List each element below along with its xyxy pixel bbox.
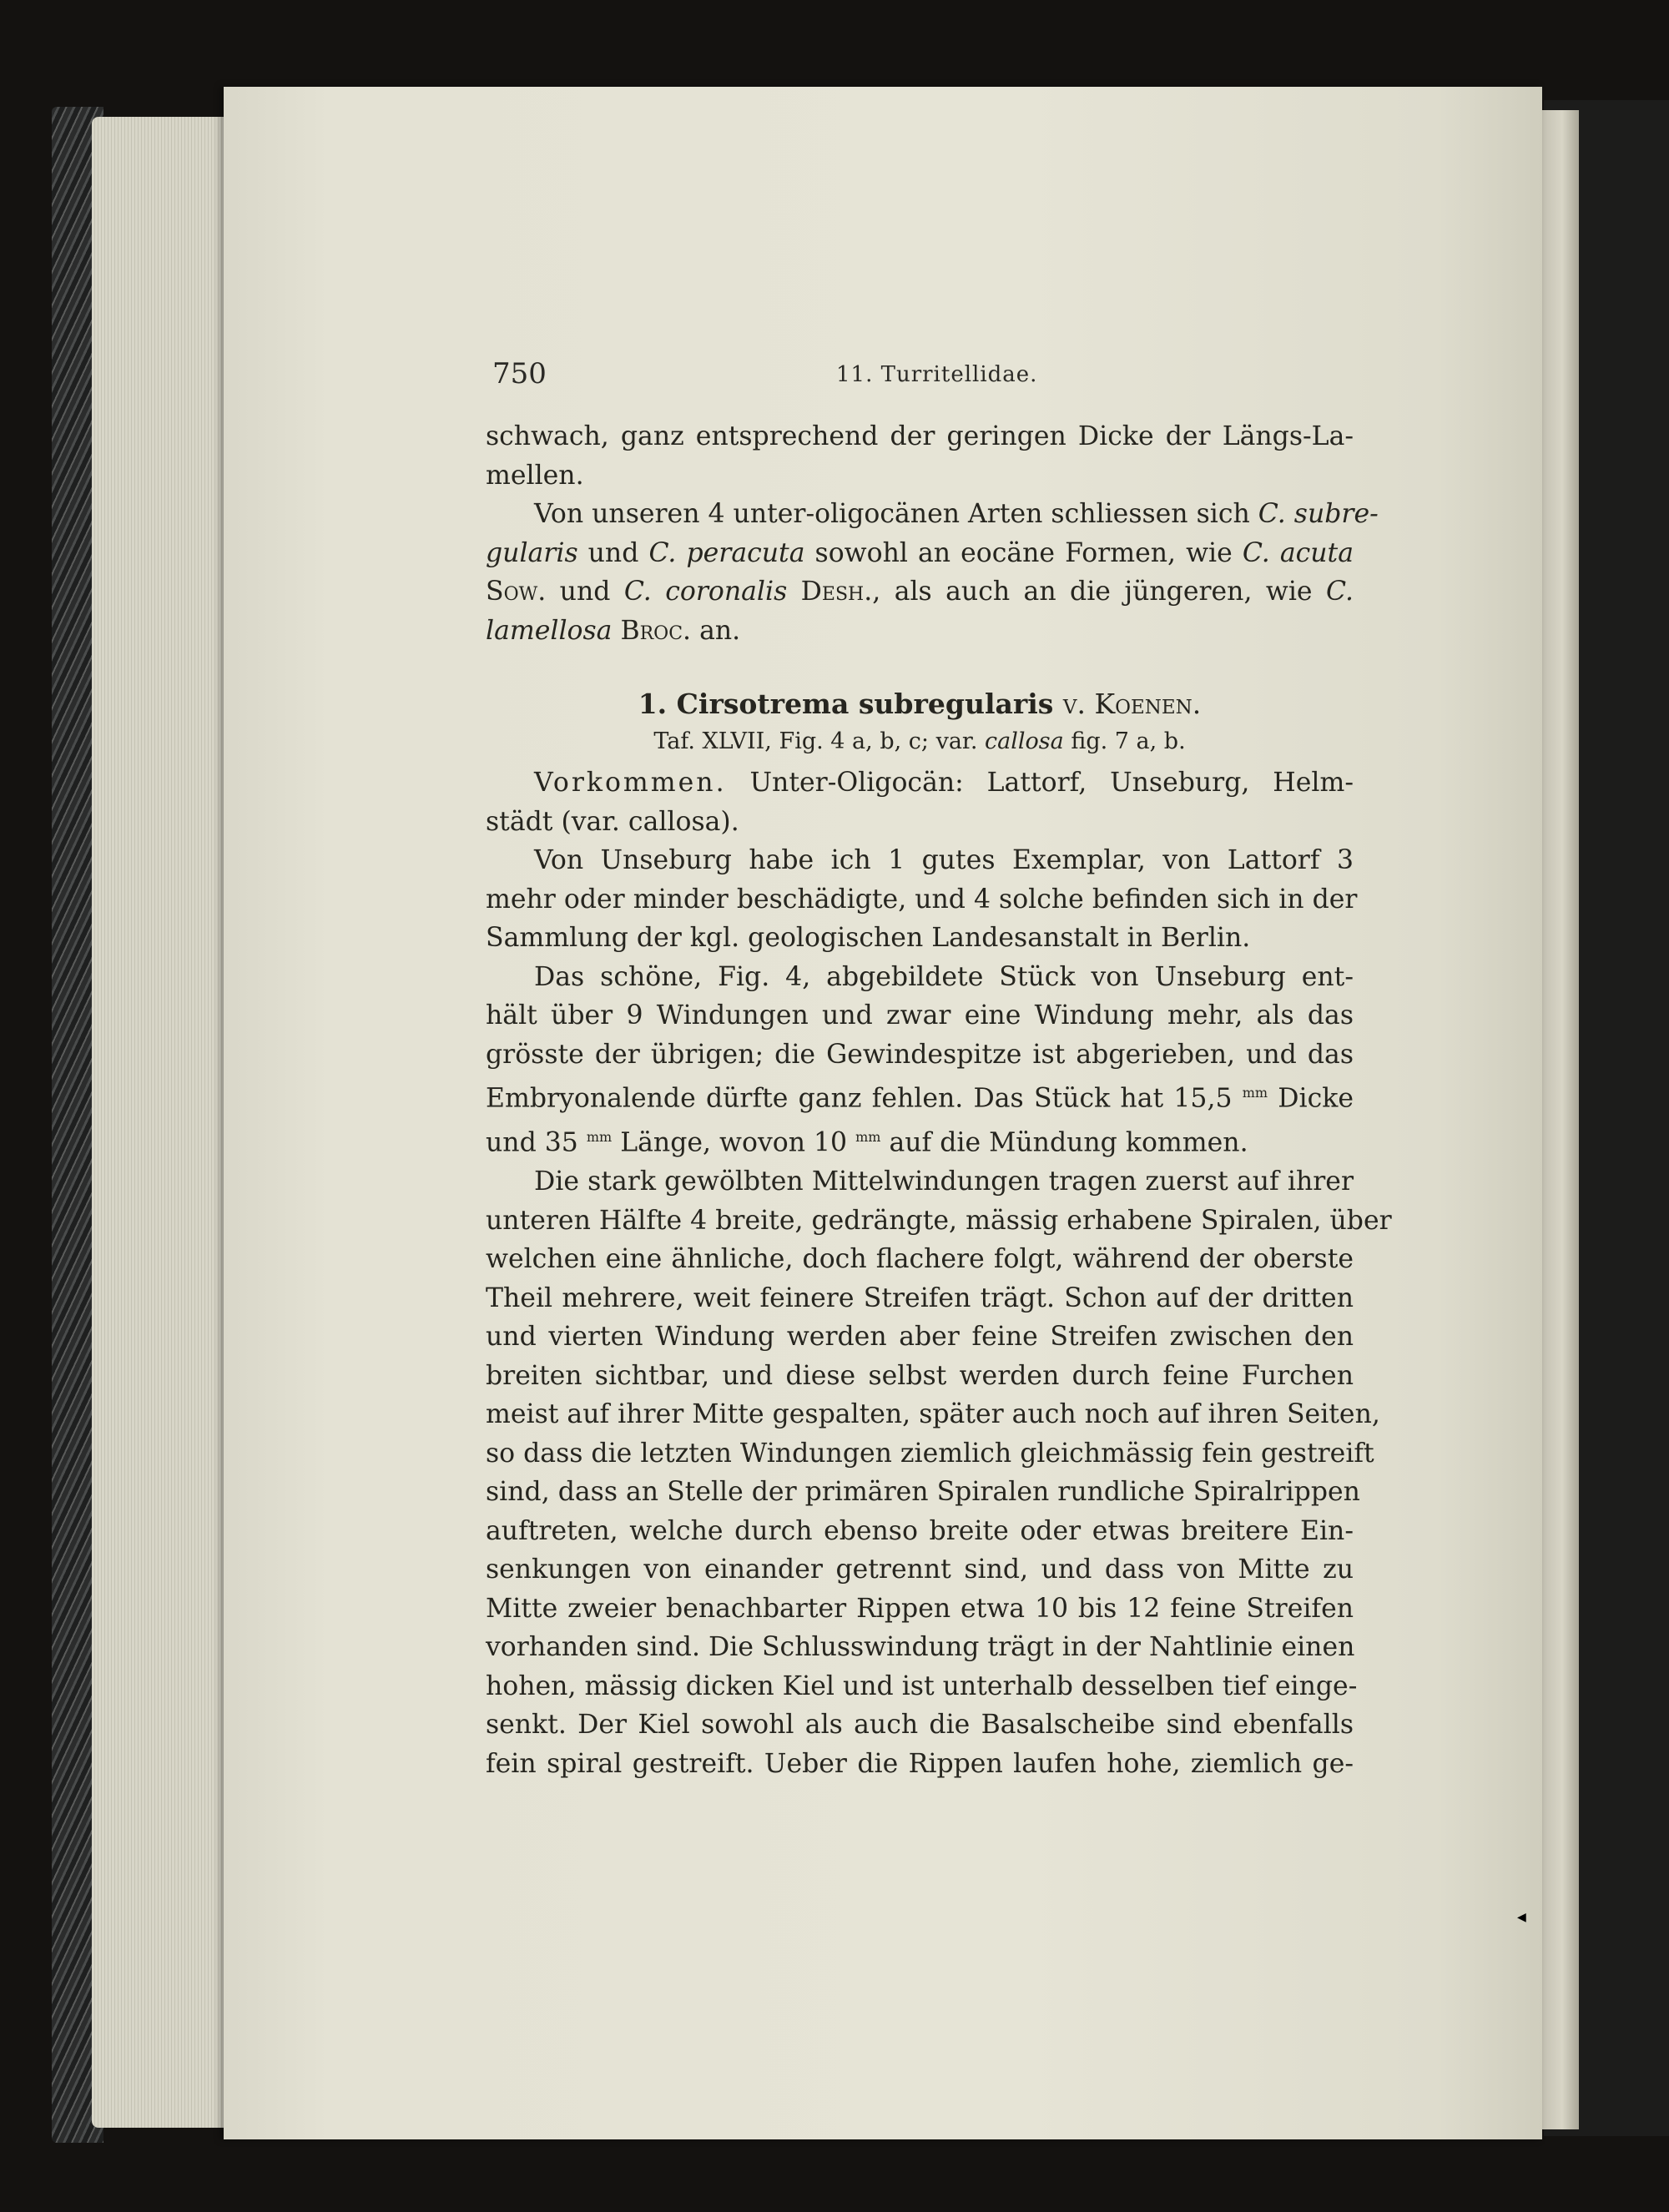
text-line: meist auf ihrer Mitte gespalten, später auch noch auf ihren Seiten, [486, 1399, 1380, 1429]
text-fragment: sowohl an eocäne Formen, wie [804, 537, 1243, 568]
heading-species: 1. Cirsotrema subregularis [638, 688, 1063, 720]
species-name: C. acuta [1242, 537, 1354, 568]
species-name: C. subre- [1258, 499, 1379, 529]
text-line: Das schöne, Fig. 4, abgebildete Stück von Unseburg ent- [534, 961, 1354, 992]
text-line [486, 572, 1354, 612]
text-line [486, 612, 1354, 651]
plate-text: Taf. XLVII, Fig. 4 a, b, c; var. [653, 728, 986, 754]
text-line: Die stark gewölbten Mittelwindungen tragen zuerst auf ihrer [534, 1166, 1354, 1197]
plate-reference [486, 723, 1354, 760]
text-fragment: , als auch an die jüngeren, wie [872, 577, 1326, 607]
author-name: Sow. [486, 577, 547, 607]
unit-mm: mm [1242, 1085, 1268, 1101]
text-line [486, 1118, 1354, 1162]
text-line: senkt. Der Kiel sowohl als auch die Basalscheibe sind ebenfalls [486, 1710, 1354, 1740]
unit-mm: mm [586, 1129, 613, 1145]
text-fragment: an. [691, 615, 741, 646]
text-line: Sammlung der kgl. geologischen Landesanstalt in Berlin. [486, 923, 1251, 953]
text-line [486, 534, 1354, 573]
facing-page-edge [1537, 110, 1579, 2129]
page-header [492, 357, 1360, 399]
text-fragment: Länge, wovon 10 [612, 1127, 856, 1158]
text-line: welchen eine ähnliche, doch flachere folgt, während der oberste [486, 1244, 1354, 1274]
species-name: C. coronalis [623, 577, 788, 607]
text-line [486, 495, 1379, 534]
text-line [486, 1074, 1354, 1118]
text-line: auftreten, welche durch ebenso breite oder etwas breitere Ein- [486, 1515, 1354, 1546]
text-line: schwach, ganz entsprechend der geringen Dicke der Längs-La- [486, 421, 1354, 451]
text-line: hohen, mässig dicken Kiel und ist unterhalb desselben tief einge- [486, 1670, 1358, 1701]
author-name: Desh. [800, 577, 873, 607]
text-fragment: und [546, 577, 624, 607]
species-name: C. [1326, 577, 1354, 607]
variety-name: callosa [985, 728, 1064, 754]
heading-author: v. Koenen. [1062, 688, 1202, 720]
text-line: mellen. [486, 460, 584, 491]
text-line: breiten sichtbar, und diese selbst werden durch feine Furchen [486, 1360, 1354, 1391]
text-line: Von Unseburg habe ich 1 gutes Exemplar, von Lattorf 3 [534, 845, 1354, 875]
text-line [486, 763, 1354, 803]
text-fragment: Von unseren 4 unter-oligocänen Arten schliessen sich [534, 499, 1258, 529]
text-line: grösste der übrigen; die Gewindespitze ist abgerieben, und das [486, 1039, 1354, 1070]
text-line: vorhanden sind. Die Schlusswindung trägt in der Nahtlinie einen [486, 1632, 1355, 1662]
text-line: städt (var. callosa). [486, 806, 739, 837]
species-name: C. peracuta [648, 537, 805, 568]
unit-mm: mm [855, 1129, 881, 1145]
text-line: Theil mehrere, weit feinere Streifen trägt. Schon auf der dritten [486, 1282, 1354, 1313]
plate-text: fig. 7 a, b. [1063, 728, 1186, 754]
text-line: senkungen von einander getrennt sind, und dass von Mitte zu [486, 1554, 1354, 1585]
text-fragment: Dicke [1268, 1083, 1354, 1114]
page-edges [92, 117, 234, 2128]
page-number: 750 [492, 357, 547, 391]
species-name: lamellosa [486, 615, 613, 646]
text-fragment: und [577, 537, 649, 568]
species-name: gularis [486, 537, 578, 568]
text-fragment: und 35 [486, 1127, 587, 1158]
text-fragment: Embryonalende dürfte ganz fehlen. Das Stück hat 15,5 [486, 1083, 1243, 1114]
text-line: hält über 9 Windungen und zwar eine Windung mehr, als das [486, 1000, 1354, 1030]
running-title: 11. Turritellidae. [836, 362, 1038, 387]
section-heading [486, 685, 1354, 723]
text-line: und vierten Windung werden aber feine Streifen zwischen den [486, 1322, 1354, 1352]
author-name: Broc. [620, 615, 692, 646]
text-line: Mitte zweier benachbarter Rippen etwa 10 bis 12 feine Streifen [486, 1593, 1354, 1624]
text-line: mehr oder minder beschädigte, und 4 solche befinden sich in der [486, 884, 1358, 915]
text-fragment: auf die Mündung kommen. [880, 1127, 1248, 1158]
text-line: sind, dass an Stelle der primären Spiralen rundliche Spiralrippen [486, 1477, 1360, 1507]
text-fragment: Unter-Oligocän: Lattorf, Unseburg, Helm- [726, 768, 1354, 798]
text-line: unteren Hälfte 4 breite, gedrängte, mässig erhabene Spiralen, über [486, 1205, 1392, 1236]
body-text [486, 417, 1392, 1783]
occurrence-label: Vorkommen. [534, 768, 727, 798]
text-line: so dass die letzten Windungen ziemlich gleichmässig fein gestreift [486, 1438, 1374, 1469]
text-line: fein spiral gestreift. Ueber die Rippen laufen hohe, ziemlich ge- [486, 1748, 1354, 1779]
margin-mark-icon: ◀ [1517, 1911, 1526, 1924]
